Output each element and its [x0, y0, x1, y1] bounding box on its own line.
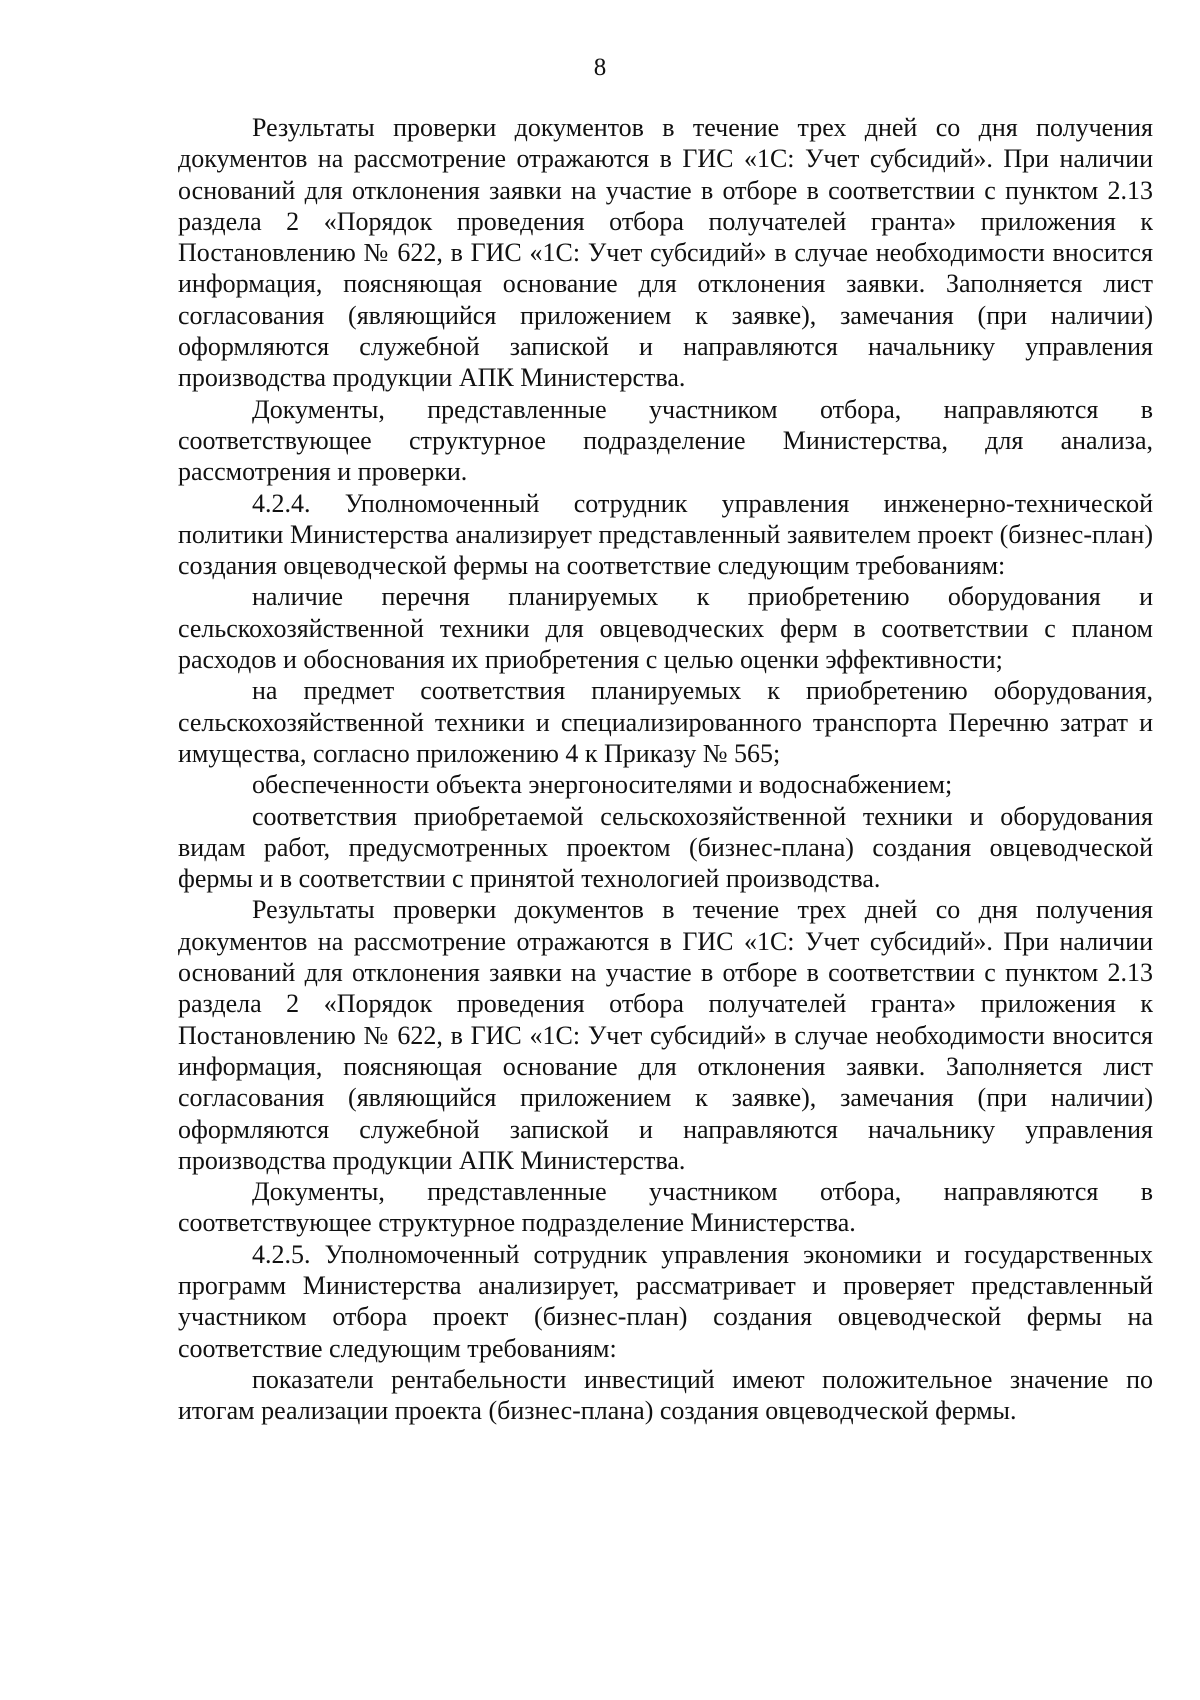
paragraph: 4.2.5. Уполномоченный сотрудник управления экономики и государственных программ Министерства анализирует, рассматривает и проверяет представленный участником отбора проект (бизнес-план) создания овцеводческой фермы на соответствие следующим требованиям:: [178, 1239, 1153, 1363]
paragraph: наличие перечня планируемых к приобретению оборудования и сельскохозяйственной техники для овцеводческих ферм в соответствии с планом расходов и обоснования их приобретения с целью оценки эффективности;: [178, 582, 1153, 675]
paragraph: соответствия приобретаемой сельскохозяйственной техники и оборудования видам работ, предусмотренных проектом (бизнес-плана) создания овцеводческой фермы и в соответствии с принятой технологией производства.: [178, 801, 1153, 894]
paragraph: показатели рентабельности инвестиций имеют положительное значение по итогам реализации проекта (бизнес-плана) создания овцеводческой фермы.: [178, 1364, 1153, 1426]
paragraph: Документы, представленные участником отбора, направляются в соответствующее структурное подразделение Министерства.: [178, 1177, 1153, 1238]
paragraph: Документы, представленные участником отбора, направляются в соответствующее структурное подразделение Министерства, для анализа, рассмотрения и проверки.: [178, 394, 1153, 487]
paragraph: Результаты проверки документов в течение трех дней со дня получения документов на рассмотрение отражаются в ГИС «1С: Учет субсидий». При наличии оснований для отклонения заявки на участие в отборе в соответствии с пунктом 2.13 раздела 2 «Порядок проведения отбора получателей гранта» приложения к Постановлению № 622, в ГИС «1С: Учет субсидий» в случае необходимости вносится информация, поясняющая основание для отклонения заявки. Заполняется лист согласования (являющийся приложением к заявке), замечания (при наличии) оформляются служебной запиской и направляются начальнику управления производства продукции АПК Министерства.: [178, 113, 1153, 393]
paragraph: обеспеченности объекта энергоносителями и водоснабжением;: [252, 770, 953, 800]
paragraph: на предмет соответствия планируемых к приобретению оборудования, сельскохозяйственной техники и специализированного транспорта Перечню затрат и имущества, согласно приложению 4 к Приказу № 565;: [178, 676, 1153, 768]
paragraph: Результаты проверки документов в течение трех дней со дня получения документов на рассмотрение отражаются в ГИС «1С: Учет субсидий». При наличии оснований для отклонения заявки на участие в отборе в соответствии с пунктом 2.13 раздела 2 «Порядок проведения отбора получателей гранта» приложения к Постановлению № 622, в ГИС «1С: Учет субсидий» в случае необходимости вносится информация, поясняющая основание для отклонения заявки. Заполняется лист согласования (являющийся приложением к заявке), замечания (при наличии) оформляются служебной запиской и направляются начальнику управления производства продукции АПК Министерства.: [178, 895, 1153, 1175]
document-body: [178, 112, 1153, 1426]
paragraph: 4.2.4. Уполномоченный сотрудник управления инженерно-технической политики Министерства анализирует представленный заявителем проект (бизнес-план) создания овцеводческой фермы на соответствие следующим требованиям:: [178, 488, 1153, 581]
page-number: 8: [593, 54, 607, 81]
